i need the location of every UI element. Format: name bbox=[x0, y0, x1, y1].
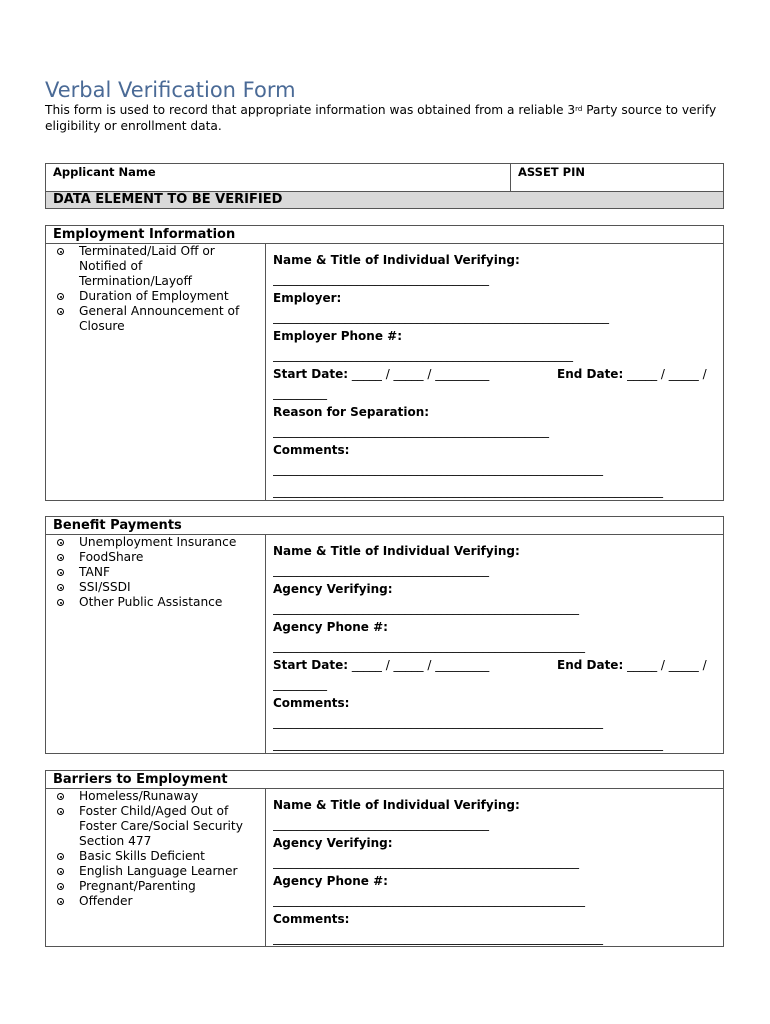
barriers-title: Barriers to Employment bbox=[46, 771, 723, 789]
bullet-item bbox=[46, 879, 265, 894]
benefits-bullets bbox=[46, 535, 265, 610]
start-date-label: Start Date: bbox=[273, 658, 349, 672]
benefits-section bbox=[45, 516, 724, 754]
name-title-line[interactable]: ____________________________________ bbox=[273, 817, 489, 831]
page-title: Verbal Verification Form bbox=[45, 78, 296, 102]
employment-section bbox=[45, 225, 724, 501]
bullet-item bbox=[46, 304, 265, 334]
comments-line[interactable]: _______________________________________________________ bbox=[273, 931, 603, 945]
employer-phone-line[interactable]: __________________________________________________ bbox=[273, 348, 573, 362]
bullet-icon bbox=[57, 853, 64, 860]
name-title-line[interactable]: ____________________________________ bbox=[273, 272, 489, 286]
benefits-title: Benefit Payments bbox=[46, 517, 723, 535]
bullet-item bbox=[46, 595, 265, 610]
agency-phone-label: Agency Phone #: bbox=[273, 620, 388, 634]
comments-label: Comments: bbox=[273, 696, 350, 710]
bullet-icon bbox=[57, 248, 64, 255]
comments-label: Comments: bbox=[273, 912, 350, 926]
bullet-text: General Announcement of Closure bbox=[79, 304, 240, 333]
bullet-text: Foster Child/Aged Out of Foster Care/Social Security Section 477 bbox=[79, 804, 243, 848]
header-table bbox=[45, 163, 724, 209]
asset-pin-field[interactable]: ASSET PIN bbox=[511, 164, 724, 192]
data-element-heading: DATA ELEMENT TO BE VERIFIED bbox=[46, 192, 724, 209]
bullet-item bbox=[46, 864, 265, 879]
applicant-name-field[interactable]: Applicant Name bbox=[46, 164, 511, 192]
agency-line[interactable]: ___________________________________________________ bbox=[273, 855, 579, 869]
agency-label: Agency Verifying: bbox=[273, 836, 393, 850]
bullet-text: Other Public Assistance bbox=[79, 595, 223, 609]
intro-text: This form is used to record that appropriate information was obtained from a reliable 3rd Party source to verify eligibility or enrollment data. bbox=[45, 103, 717, 133]
end-date-label: End Date: bbox=[557, 658, 624, 672]
bullet-item bbox=[46, 550, 265, 565]
agency-phone-label: Agency Phone #: bbox=[273, 874, 388, 888]
bullet-item bbox=[46, 849, 265, 864]
comments-line[interactable]: _______________________________________________________ bbox=[273, 462, 603, 476]
bullet-text: Duration of Employment bbox=[79, 289, 229, 303]
comments-label: Comments: bbox=[273, 443, 350, 457]
bullet-icon bbox=[57, 308, 64, 315]
bullet-icon bbox=[57, 808, 64, 815]
employer-phone-label: Employer Phone #: bbox=[273, 329, 402, 343]
agency-phone-line[interactable]: ____________________________________________________ bbox=[273, 639, 585, 653]
reason-label: Reason for Separation: bbox=[273, 405, 430, 419]
comments-line[interactable]: _______________________________________________________ bbox=[273, 715, 603, 729]
name-title-label: Name & Title of Individual Verifying: bbox=[273, 253, 520, 267]
start-date-label: Start Date: bbox=[273, 367, 349, 381]
bullet-item bbox=[46, 565, 265, 580]
employment-title: Employment Information bbox=[46, 226, 723, 244]
end-date-blank[interactable]: _____ / _____ / bbox=[627, 658, 707, 672]
start-date-blank[interactable]: _____ / _____ / _________ bbox=[351, 367, 490, 381]
bullet-item bbox=[46, 244, 265, 289]
bullet-icon bbox=[57, 293, 64, 300]
bullet-item bbox=[46, 804, 265, 849]
bullet-icon bbox=[57, 883, 64, 890]
employer-label: Employer: bbox=[273, 291, 342, 305]
bullet-icon bbox=[57, 599, 64, 606]
bullet-text: Homeless/Runaway bbox=[79, 789, 199, 803]
bullet-icon bbox=[57, 554, 64, 561]
bullet-icon bbox=[57, 898, 64, 905]
end-date-blank[interactable]: _____ / _____ / bbox=[627, 367, 707, 381]
start-date-blank[interactable]: _____ / _____ / _________ bbox=[351, 658, 490, 672]
agency-line[interactable]: ___________________________________________________ bbox=[273, 601, 579, 615]
end-date-cont[interactable]: _________ bbox=[273, 386, 327, 400]
end-date-cont[interactable]: _________ bbox=[273, 677, 327, 691]
bullet-icon bbox=[57, 584, 64, 591]
bullet-text: Offender bbox=[79, 894, 133, 908]
employer-line[interactable]: ________________________________________________________ bbox=[273, 310, 609, 324]
name-title-label: Name & Title of Individual Verifying: bbox=[273, 544, 520, 558]
bullet-item bbox=[46, 894, 265, 909]
end-date-label: End Date: bbox=[557, 367, 624, 381]
barriers-section bbox=[45, 770, 724, 947]
agency-phone-line[interactable]: ____________________________________________________ bbox=[273, 893, 585, 907]
name-title-label: Name & Title of Individual Verifying: bbox=[273, 798, 520, 812]
barriers-bullets bbox=[46, 789, 265, 909]
bullet-icon bbox=[57, 539, 64, 546]
employment-bullets bbox=[46, 244, 265, 334]
reason-line[interactable]: ______________________________________________ bbox=[273, 424, 549, 438]
bullet-text: SSI/SSDI bbox=[79, 580, 131, 594]
comments-line[interactable]: _________________________________________________________________ bbox=[273, 737, 663, 751]
agency-label: Agency Verifying: bbox=[273, 582, 393, 596]
bullet-text: FoodShare bbox=[79, 550, 144, 564]
bullet-item bbox=[46, 789, 265, 804]
bullet-text: Basic Skills Deficient bbox=[79, 849, 205, 863]
bullet-icon bbox=[57, 868, 64, 875]
bullet-item bbox=[46, 289, 265, 304]
bullet-text: TANF bbox=[79, 565, 110, 579]
name-title-line[interactable]: ____________________________________ bbox=[273, 563, 489, 577]
bullet-text: Pregnant/Parenting bbox=[79, 879, 196, 893]
bullet-text: English Language Learner bbox=[79, 864, 238, 878]
bullet-item bbox=[46, 535, 265, 550]
bullet-icon bbox=[57, 793, 64, 800]
bullet-icon bbox=[57, 569, 64, 576]
bullet-text: Terminated/Laid Off or Notified of Termination/Layoff bbox=[79, 244, 215, 288]
bullet-item bbox=[46, 580, 265, 595]
comments-line[interactable]: _________________________________________________________________ bbox=[273, 484, 663, 498]
bullet-text: Unemployment Insurance bbox=[79, 535, 237, 549]
